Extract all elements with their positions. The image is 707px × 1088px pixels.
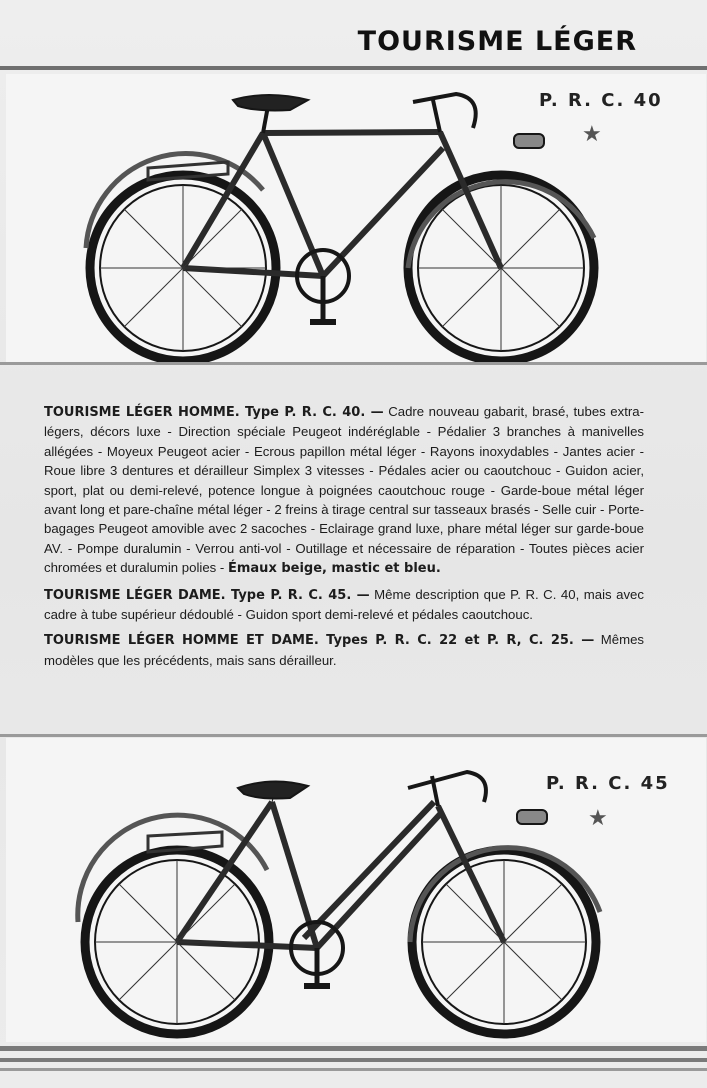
desc-title-prc22-25: TOURISME LÉGER HOMME ET DAME. Types P. R. C. 22 et P. R, C. 25. —: [44, 633, 595, 649]
desc-colors-prc40: Émaux beige, mastic et bleu.: [227, 561, 441, 577]
desc-paragraph-prc22-25: [44, 630, 644, 670]
desc-title-prc40: TOURISME LÉGER HOMME. Type P. R. C. 40. —: [44, 405, 384, 420]
desc-title-prc45: TOURISME LÉGER DAME. Type P. R. C. 45. —: [44, 587, 370, 603]
ladies-bicycle-illustration: [72, 762, 617, 1042]
model-code-bottom: P. R. C. 45: [546, 773, 670, 794]
desc-paragraph-prc45: [44, 585, 644, 625]
description-block: [44, 402, 644, 676]
model-code-top: P. R. C. 40: [539, 90, 663, 111]
desc-text-prc22-25: Mêmes modèles que les précédents, mais sans dérailleur.: [44, 632, 644, 668]
mens-bicycle-illustration: [78, 88, 618, 362]
page-title: TOURISME LÉGER: [357, 26, 637, 57]
star-icon: ★: [582, 122, 602, 147]
header-rule: [0, 66, 707, 70]
section-divider-top: [0, 362, 707, 365]
section-divider-bottom: [0, 734, 707, 737]
desc-paragraph-prc40: [44, 402, 644, 579]
desc-text-prc40: Cadre nouveau gabarit, brasé, tubes extra-légers, décors luxe - Direction spéciale Peugeot indéréglable - Pédalier 3 branches à manivelles allégées - Moyeux Peugeot acier - Ecrous papillon métal léger - Rayons inoxydables - Jantes acier - Roue libre 3 dentures et dérailleur Simplex 3 vitesses - Pédales acier ou caoutchouc - Guidon acier, sport, plat ou demi-relevé, potence longue à poignées caoutchouc rouge - Garde-boue métal léger avant long et pare-chaîne métal léger - 2 freins à tirage central sur tasseaux brasés - Selle cuir - Porte-bagages Peugeot amovible avec 2 sacoches - Eclairage grand luxe, phare métal léger sur garde-boue AV. - Pompe duralumin - Verrou anti-vol - Outillage et nécessaire de réparation - Toutes pièces acier chromées et duralumin polies -: [44, 404, 644, 576]
star-icon: ★: [588, 806, 608, 831]
desc-text-prc45: Même description que P. R. C. 40, mais avec cadre à tube supérieur dédoublé - Guidon sport demi-relevé et pédales caoutchouc.: [44, 586, 644, 623]
